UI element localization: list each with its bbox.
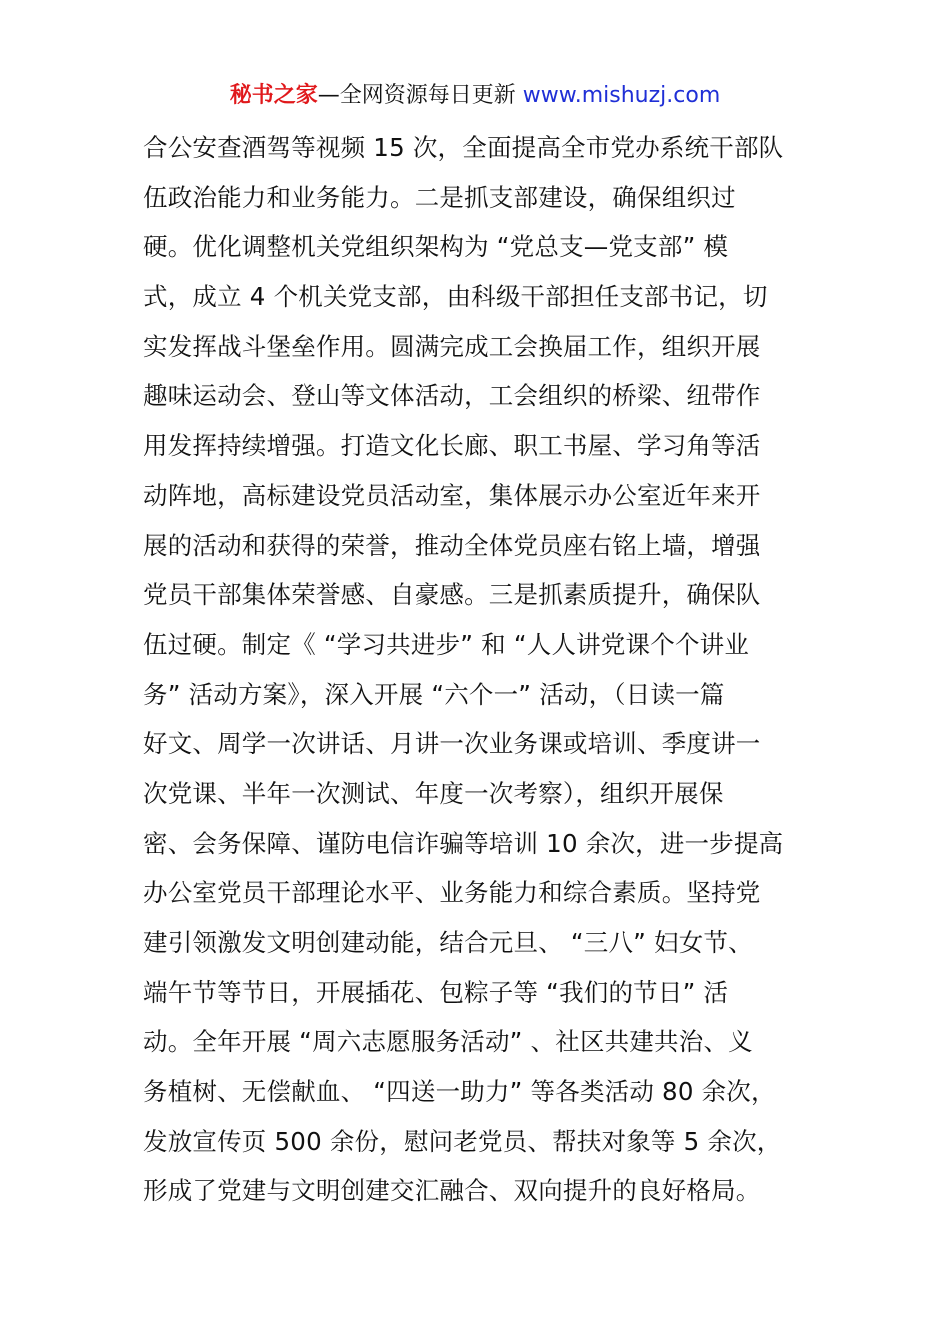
body-line: 端午节等节日，开展插花、包粽子等 “我们的节日” 活 — [143, 977, 729, 1007]
body-line: 伍政治能力和业务能力。二是抓支部建设，确保组织过 — [143, 182, 736, 212]
site-brand: 秘书之家 — [229, 83, 318, 108]
body-line: 次党课、半年一次测试、年度一次考察），组织开展保 — [143, 778, 724, 808]
body-line: 式，成立 4 个机关党支部，由科级干部担任支部书记，切 — [143, 282, 768, 312]
body-line: 伍过硬。制定《 “学习共进步” 和 “人人讲党课个个讲业 — [143, 629, 750, 659]
body-line: 动。全年开展 “周六志愿服务活动” 、社区共建共治、义 — [143, 1027, 753, 1057]
body-line: 好文、周学一次讲话、月讲一次业务课或培训、季度讲一 — [143, 729, 761, 759]
body-line: 务植树、无偿献血、 “四送一助力” 等各类活动 80 余次， — [143, 1077, 776, 1107]
body-line: 展的活动和获得的荣誉，推动全体党员座右铭上墙，增强 — [143, 530, 761, 560]
site-tagline: —全网资源每日更新 — [317, 83, 523, 108]
body-line: 办公室党员干部理论水平、业务能力和综合素质。坚持党 — [143, 878, 761, 908]
site-url[interactable]: www.mishuzj.com — [522, 83, 721, 108]
body-line: 趣味运动会、登山等文体活动，工会组织的桥梁、纽带作 — [143, 381, 761, 411]
body-line: 密、会务保障、谨防电信诈骗等培训 10 余次，进一步提高 — [143, 828, 784, 858]
body-line: 党员干部集体荣誉感、自豪感。三是抓素质提升，确保队 — [143, 580, 761, 610]
document-body — [143, 129, 813, 1222]
body-line: 建引领激发文明创建动能，结合元旦、 “三八” 妇女节、 — [143, 928, 753, 957]
body-line: 硬。优化调整机关党组织架构为 “党总支—党支部” 模 — [143, 232, 729, 262]
body-line: 形成了党建与文明创建交汇融合、双向提升的良好格局。 — [143, 1176, 761, 1206]
body-line: 务” 活动方案》，深入开展 “六个一” 活动，（日读一篇 — [143, 679, 725, 709]
body-line: 发放宣传页 500 余份，慰问老党员、帮扶对象等 5 余次， — [143, 1126, 782, 1156]
body-line: 合公安查酒驾等视频 15 次，全面提高全市党办系统干部队 — [143, 133, 784, 162]
body-line: 动阵地，高标建设党员活动室，集体展示办公室近年来开 — [143, 480, 761, 510]
page-header — [0, 80, 950, 112]
body-line: 实发挥战斗堡垒作用。圆满完成工会换届工作，组织开展 — [143, 331, 761, 361]
body-line: 用发挥持续增强。打造文化长廊、职工书屋、学习角等活 — [143, 431, 761, 461]
